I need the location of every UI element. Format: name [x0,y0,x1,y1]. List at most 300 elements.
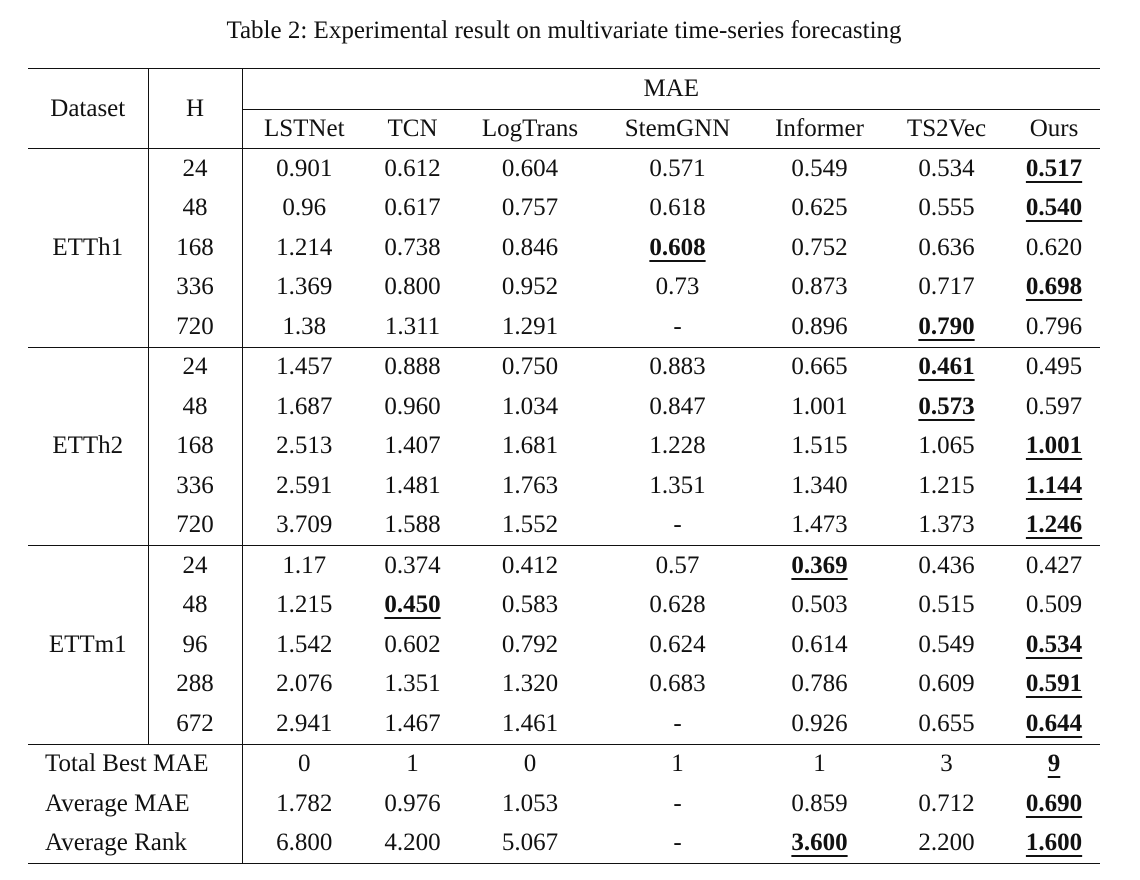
mae-value-cell [885,268,1008,308]
mae-value: 0.612 [384,154,441,182]
mae-value-cell [754,427,885,467]
mae-value: 0.583 [501,591,559,619]
mae-value: 0.96 [282,194,327,222]
mae-value: 0.960 [384,392,441,420]
mae-value-cell [885,665,1008,705]
horizon-cell: 336 [148,268,242,308]
mae-value-cell [885,387,1008,427]
header-dataset: Dataset [28,69,148,149]
mae-value: 1.311 [384,312,441,340]
mae-value-cell [1008,427,1100,467]
summary-value-cell [601,784,754,824]
table-caption: Table 2: Experimental result on multivariate time-series forecasting [226,17,902,44]
dataset-name: ETTh2 [28,347,148,546]
mae-value: 0.952 [501,273,559,301]
best-mae-value: 0.644 [1025,709,1083,737]
mae-value-cell [242,546,366,586]
summary-value-cell [366,744,459,784]
table-row [28,149,1100,189]
summary-value: 0 [298,750,311,778]
mae-value-cell [459,625,601,665]
mae-value: 2.941 [276,709,333,737]
summary-value-cell [885,744,1008,784]
summary-value: 1 [406,750,419,778]
table-body [28,69,1100,864]
mae-value: 0.609 [918,670,975,698]
mae-value-cell [242,665,366,705]
mae-value-cell [366,268,459,308]
mae-value-cell [242,307,366,347]
mae-value-cell [1008,466,1100,506]
table-row [28,466,1100,506]
horizon-cell: 168 [148,228,242,268]
best-summary-value: 3.600 [791,829,848,857]
mae-value-cell [601,665,754,705]
best-mae-value: 0.517 [1025,154,1083,182]
mae-value-cell [1008,506,1100,546]
mae-value-cell [459,704,601,744]
mae-value-cell [885,586,1008,626]
mae-value-cell [754,586,885,626]
mae-value: 0.883 [649,353,706,381]
mae-value-cell [601,625,754,665]
mae-value-cell [366,347,459,387]
mae-value: 2.591 [276,471,333,499]
summary-value-cell [242,784,366,824]
mae-value-cell [601,506,754,546]
horizon-cell: 24 [148,546,242,586]
horizon-cell: 48 [148,586,242,626]
best-mae-value: 0.608 [649,233,706,261]
summary-value-cell [885,784,1008,824]
mae-value-cell [366,625,459,665]
mae-value: 1.588 [384,511,441,539]
mae-value: 1.407 [384,432,441,460]
summary-value-cell [601,744,754,784]
summary-value: 0.976 [384,789,441,817]
header-method: Informer [775,115,864,142]
mae-value: - [673,312,682,340]
mae-value: 0.374 [384,551,441,579]
horizon-cell: 672 [148,704,242,744]
mae-value: 0.620 [1025,233,1083,261]
header-method: TCN [387,115,438,142]
mae-value-cell [459,586,601,626]
summary-value-cell [366,824,459,864]
mae-value: 1.461 [501,709,559,737]
mae-value: 0.786 [791,670,848,698]
mae-value: 0.571 [649,154,706,182]
mae-value: 0.412 [501,551,559,579]
summary-value-cell [242,824,366,864]
mae-value: 1.17 [282,551,327,579]
mae-value-cell [242,228,366,268]
mae-value-cell [459,189,601,229]
mae-value-cell [885,466,1008,506]
mae-value-cell [1008,586,1100,626]
best-mae-value: 0.790 [918,312,975,340]
mae-value-cell [459,466,601,506]
mae-value-cell [601,307,754,347]
summary-value-cell [885,824,1008,864]
summary-value: 1 [671,750,684,778]
mae-value: 0.509 [1025,591,1083,619]
summary-value-cell [754,824,885,864]
mae-value-cell [601,704,754,744]
mae-value-cell [754,347,885,387]
mae-value: 0.503 [791,591,848,619]
mae-value: 0.752 [791,233,848,261]
table-row [28,189,1100,229]
mae-value-cell [459,665,601,705]
table-row [28,228,1100,268]
mae-value-cell [885,307,1008,347]
summary-value-cell [1008,744,1100,784]
mae-value: 0.655 [918,709,975,737]
summary-row [28,784,1100,824]
summary-value: 1.053 [501,789,559,817]
mae-value-cell [754,625,885,665]
summary-value-cell [459,744,601,784]
summary-value: 0.712 [918,789,975,817]
dataset-name: ETTh1 [28,149,148,348]
mae-value-cell [1008,149,1100,189]
mae-value: 0.555 [918,194,975,222]
table-row [28,506,1100,546]
mae-value-cell [459,506,601,546]
summary-value: 1 [813,750,826,778]
mae-value-cell [366,189,459,229]
mae-value: 1.542 [276,630,333,658]
mae-value: 1.515 [791,432,848,460]
table-row [28,387,1100,427]
best-mae-value: 0.591 [1025,670,1083,698]
mae-value: 0.57 [655,551,700,579]
mae-value-cell [242,189,366,229]
mae-value: 0.873 [791,273,848,301]
mae-value-cell [242,625,366,665]
horizon-cell: 24 [148,347,242,387]
mae-value: 0.901 [276,154,333,182]
dataset-name: ETTm1 [28,546,148,745]
mae-value-cell [242,506,366,546]
summary-label: Total Best MAE [28,744,242,784]
mae-value: 0.549 [791,154,848,182]
summary-value-cell [754,784,885,824]
mae-value-cell [366,307,459,347]
mae-value-cell [366,427,459,467]
mae-value: 0.683 [649,670,706,698]
mae-value: 0.717 [918,273,975,301]
mae-value: 1.38 [282,312,327,340]
mae-value: 0.750 [501,353,559,381]
mae-value-cell [1008,307,1100,347]
horizon-cell: 720 [148,307,242,347]
best-mae-value: 1.246 [1025,511,1083,539]
mae-value: 0.846 [501,233,559,261]
mae-value-cell [459,427,601,467]
mae-value: 0.597 [1025,392,1083,420]
mae-value-cell [885,228,1008,268]
mae-value-cell [754,546,885,586]
horizon-cell: 168 [148,427,242,467]
summary-label: Average Rank [28,824,242,864]
mae-value-cell [1008,665,1100,705]
summary-value: 5.067 [501,829,559,857]
mae-value: 0.738 [384,233,441,261]
mae-value-cell [242,427,366,467]
summary-value: 3 [940,750,953,778]
mae-value-cell [885,427,1008,467]
table-row [28,586,1100,626]
mae-value-cell [459,149,601,189]
best-mae-value: 0.461 [918,353,975,381]
table-row [28,427,1100,467]
mae-value: 0.926 [791,709,848,737]
horizon-cell: 336 [148,466,242,506]
mae-value-cell [754,387,885,427]
mae-value: 1.215 [276,591,333,619]
best-summary-value: 0.690 [1025,789,1083,817]
best-mae-value: 0.573 [918,392,975,420]
mae-value-cell [754,506,885,546]
mae-value: - [673,511,682,539]
mae-value: 0.495 [1025,353,1083,381]
mae-value: 1.552 [501,511,559,539]
header-method: Ours [1029,115,1079,142]
mae-value: 1.351 [649,471,706,499]
mae-value-cell [242,704,366,744]
summary-value-cell [601,824,754,864]
header-method: LogTrans [481,115,579,142]
mae-value-cell [1008,189,1100,229]
mae-value-cell [242,149,366,189]
mae-value-cell [885,149,1008,189]
mae-value-cell [366,228,459,268]
mae-value-cell [1008,347,1100,387]
mae-value: 1.681 [501,432,559,460]
mae-value: 1.340 [791,471,848,499]
mae-value: 1.065 [918,432,975,460]
mae-value-cell [459,546,601,586]
mae-value: 1.214 [276,233,333,261]
mae-value: 0.618 [649,194,706,222]
mae-value: 2.513 [276,432,333,460]
horizon-cell: 48 [148,189,242,229]
mae-value-cell [459,268,601,308]
summary-row [28,824,1100,864]
mae-value-cell [754,189,885,229]
mae-value: 0.896 [791,312,848,340]
mae-value: 1.457 [276,353,333,381]
mae-value-cell [601,586,754,626]
mae-value-cell [242,268,366,308]
mae-value: 1.215 [918,471,975,499]
mae-value-cell [1008,387,1100,427]
best-mae-value: 0.698 [1025,273,1083,301]
horizon-cell: 24 [148,149,242,189]
best-mae-value: 0.450 [384,591,441,619]
table-row [28,625,1100,665]
mae-value: 1.228 [649,432,706,460]
header-horizon: H [148,69,242,149]
mae-value-cell [242,387,366,427]
best-mae-value: 0.534 [1025,630,1083,658]
mae-value: 0.602 [384,630,441,658]
mae-value: 0.665 [791,353,848,381]
summary-value: - [673,789,682,817]
summary-value-cell [754,744,885,784]
best-mae-value: 0.369 [791,551,848,579]
summary-label: Average MAE [28,784,242,824]
horizon-cell: 288 [148,665,242,705]
mae-value-cell [754,466,885,506]
mae-value-cell [366,704,459,744]
mae-value: 2.076 [276,670,333,698]
mae-value-cell [459,387,601,427]
mae-value-cell [601,347,754,387]
mae-value-cell [366,586,459,626]
horizon-cell: 48 [148,387,242,427]
mae-value-cell [601,387,754,427]
mae-value-cell [1008,704,1100,744]
header-method: TS2Vec [906,115,987,142]
mae-value-cell [366,665,459,705]
mae-value: 0.796 [1025,312,1083,340]
header-metric: MAE [242,69,1100,110]
summary-value-cell [459,784,601,824]
summary-value: 2.200 [918,829,975,857]
mae-value-cell [754,228,885,268]
mae-value-cell [885,546,1008,586]
best-mae-value: 0.540 [1025,194,1083,222]
mae-value: 0.427 [1025,551,1083,579]
mae-value-cell [754,149,885,189]
mae-value-cell [242,347,366,387]
mae-value-cell [601,189,754,229]
table-row [28,704,1100,744]
mae-value: 0.636 [918,233,975,261]
mae-value: 1.473 [791,511,848,539]
horizon-cell: 96 [148,625,242,665]
mae-value: 0.515 [918,591,975,619]
mae-value-cell [459,307,601,347]
summary-value: 6.800 [276,829,333,857]
horizon-cell: 720 [148,506,242,546]
summary-value-cell [366,784,459,824]
table-row [28,546,1100,586]
mae-value-cell [601,466,754,506]
mae-value-cell [601,149,754,189]
header-method: LSTNet [263,115,345,142]
mae-value-cell [459,228,601,268]
mae-value-cell [242,586,366,626]
summary-value: 4.200 [384,829,441,857]
summary-value-cell [242,744,366,784]
mae-value: 0.73 [655,273,700,301]
mae-value-cell [754,665,885,705]
mae-value: 0.800 [384,273,441,301]
mae-value-cell [1008,228,1100,268]
mae-value: 0.792 [501,630,559,658]
mae-value: 0.628 [649,591,706,619]
best-mae-value: 1.144 [1025,471,1083,499]
summary-value: 1.782 [276,789,333,817]
mae-value-cell [366,506,459,546]
mae-value-cell [601,268,754,308]
mae-value: - [673,709,682,737]
mae-value-cell [459,347,601,387]
mae-value-cell [366,546,459,586]
mae-value-cell [885,625,1008,665]
mae-value: 1.763 [501,471,559,499]
table-row [28,268,1100,308]
mae-value-cell [754,704,885,744]
mae-value-cell [885,704,1008,744]
mae-value: 0.604 [501,154,559,182]
mae-value: 1.320 [501,670,559,698]
mae-value-cell [242,466,366,506]
mae-value-cell [601,546,754,586]
mae-value: 1.687 [276,392,333,420]
mae-value: 0.624 [649,630,706,658]
results-table [28,68,1100,864]
mae-value-cell [885,189,1008,229]
mae-value: 1.351 [384,670,441,698]
mae-value: 0.617 [384,194,441,222]
summary-row [28,744,1100,784]
table-row [28,665,1100,705]
mae-value: 1.001 [791,392,848,420]
summary-value-cell [1008,824,1100,864]
summary-value-cell [1008,784,1100,824]
mae-value-cell [366,466,459,506]
summary-value: 0.859 [791,789,848,817]
mae-value-cell [366,387,459,427]
mae-value: 0.757 [501,194,559,222]
mae-value: 1.481 [384,471,441,499]
mae-value-cell [366,149,459,189]
mae-value-cell [1008,546,1100,586]
mae-value-cell [754,268,885,308]
summary-value: 0 [523,750,537,778]
mae-value: 1.034 [501,392,559,420]
mae-value-cell [885,506,1008,546]
table-row [28,307,1100,347]
mae-value: 0.614 [791,630,848,658]
mae-value-cell [1008,268,1100,308]
summary-value: - [673,829,682,857]
header-method: StemGNN [624,115,731,142]
mae-value: 1.291 [501,312,559,340]
table-row [28,347,1100,387]
best-summary-value: 9 [1047,750,1061,778]
mae-value: 1.369 [276,273,333,301]
mae-value: 0.888 [384,353,441,381]
mae-value-cell [885,347,1008,387]
mae-value: 0.847 [649,392,706,420]
header-row-1 [28,69,1100,110]
summary-value-cell [459,824,601,864]
best-mae-value: 1.001 [1025,432,1083,460]
mae-value-cell [754,307,885,347]
mae-value: 1.373 [918,511,975,539]
mae-value: 3.709 [276,511,333,539]
best-summary-value: 1.600 [1025,829,1083,857]
mae-value: 0.436 [918,551,975,579]
mae-value: 0.549 [918,630,975,658]
mae-value: 0.625 [791,194,848,222]
